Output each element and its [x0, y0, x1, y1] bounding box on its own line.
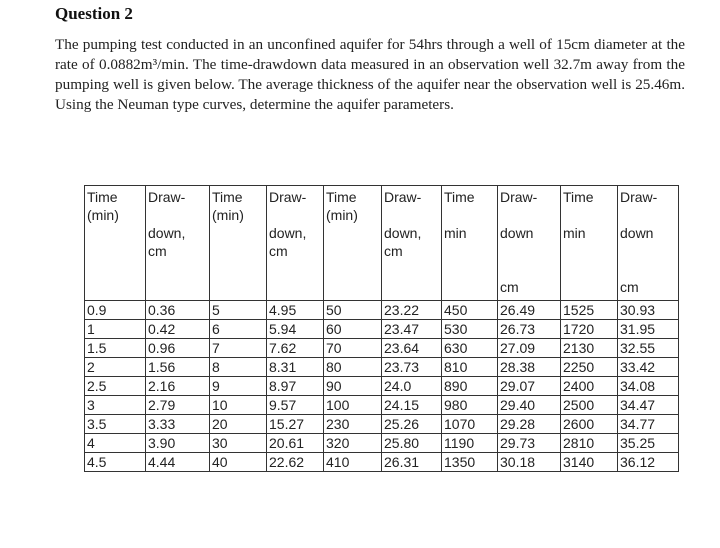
- drawdown-cell: 29.73: [498, 434, 561, 453]
- drawdown-cell: 22.62: [267, 453, 324, 472]
- drawdown-cell: 31.95: [618, 320, 679, 339]
- time-cell: 4: [85, 434, 146, 453]
- time-cell: 90: [324, 377, 382, 396]
- header-time-5: Time min: [561, 186, 618, 301]
- time-cell: 2400: [561, 377, 618, 396]
- table-row: [85, 396, 679, 415]
- time-cell: 5: [210, 301, 267, 320]
- drawdown-cell: 26.49: [498, 301, 561, 320]
- drawdown-cell: 23.64: [382, 339, 442, 358]
- header-drawdown-5: Draw- down cm: [618, 186, 679, 301]
- header-drawdown-1: Draw- down, cm: [146, 186, 210, 301]
- time-cell: 9: [210, 377, 267, 396]
- drawdown-cell: 23.73: [382, 358, 442, 377]
- drawdown-cell: 28.38: [498, 358, 561, 377]
- drawdown-cell: 0.96: [146, 339, 210, 358]
- time-cell: 6: [210, 320, 267, 339]
- time-cell: 2130: [561, 339, 618, 358]
- drawdown-cell: 2.79: [146, 396, 210, 415]
- drawdown-cell: 26.73: [498, 320, 561, 339]
- drawdown-cell: 24.15: [382, 396, 442, 415]
- drawdown-cell: 1.56: [146, 358, 210, 377]
- drawdown-cell: 3.33: [146, 415, 210, 434]
- time-cell: 410: [324, 453, 382, 472]
- header-time-1: Time (min): [85, 186, 146, 301]
- time-cell: 2810: [561, 434, 618, 453]
- drawdown-cell: 24.0: [382, 377, 442, 396]
- drawdown-cell: 8.31: [267, 358, 324, 377]
- table-row: [85, 415, 679, 434]
- drawdown-cell: 30.18: [498, 453, 561, 472]
- time-cell: 2250: [561, 358, 618, 377]
- time-cell: 60: [324, 320, 382, 339]
- table-row: [85, 434, 679, 453]
- drawdown-cell: 33.42: [618, 358, 679, 377]
- time-cell: 80: [324, 358, 382, 377]
- time-cell: 320: [324, 434, 382, 453]
- drawdown-cell: 15.27: [267, 415, 324, 434]
- table-row: [85, 339, 679, 358]
- drawdown-cell: 32.55: [618, 339, 679, 358]
- time-cell: 3: [85, 396, 146, 415]
- drawdown-cell: 29.40: [498, 396, 561, 415]
- drawdown-cell: 34.77: [618, 415, 679, 434]
- time-cell: 980: [442, 396, 498, 415]
- drawdown-cell: 26.31: [382, 453, 442, 472]
- time-cell: 1525: [561, 301, 618, 320]
- header-drawdown-3: Draw- down, cm: [382, 186, 442, 301]
- time-cell: 2.5: [85, 377, 146, 396]
- time-cell: 3.5: [85, 415, 146, 434]
- header-time-2: Time (min): [210, 186, 267, 301]
- drawdown-cell: 8.97: [267, 377, 324, 396]
- time-cell: 230: [324, 415, 382, 434]
- table-row: [85, 358, 679, 377]
- time-cell: 2: [85, 358, 146, 377]
- header-time-4: Time min: [442, 186, 498, 301]
- time-drawdown-table: [84, 185, 679, 472]
- time-cell: 1190: [442, 434, 498, 453]
- drawdown-cell: 23.47: [382, 320, 442, 339]
- drawdown-cell: 4.95: [267, 301, 324, 320]
- time-cell: 4.5: [85, 453, 146, 472]
- table-header-row: [85, 186, 679, 301]
- time-cell: 0.9: [85, 301, 146, 320]
- drawdown-cell: 29.28: [498, 415, 561, 434]
- time-cell: 1350: [442, 453, 498, 472]
- header-drawdown-4: Draw- down cm: [498, 186, 561, 301]
- time-cell: 40: [210, 453, 267, 472]
- time-cell: 1720: [561, 320, 618, 339]
- drawdown-cell: 23.22: [382, 301, 442, 320]
- time-cell: 30: [210, 434, 267, 453]
- question-heading: Question 2: [55, 4, 133, 23]
- drawdown-cell: 34.47: [618, 396, 679, 415]
- time-cell: 630: [442, 339, 498, 358]
- time-cell: 50: [324, 301, 382, 320]
- drawdown-cell: 27.09: [498, 339, 561, 358]
- table-row: [85, 453, 679, 472]
- time-cell: 100: [324, 396, 382, 415]
- drawdown-cell: 0.42: [146, 320, 210, 339]
- drawdown-cell: 25.80: [382, 434, 442, 453]
- drawdown-cell: 25.26: [382, 415, 442, 434]
- table-row: [85, 320, 679, 339]
- drawdown-cell: 35.25: [618, 434, 679, 453]
- table-body: [85, 301, 679, 472]
- header-drawdown-2: Draw- down, cm: [267, 186, 324, 301]
- question-text: The pumping test conducted in an unconfined aquifer for 54hrs through a well of 15cm diameter at the rate of 0.0882m³/min. The time-drawdown data measured in an observation well 32.7m away from the pumping well is given below. The average thickness of the aquifer near the observation well is 25.46m. Using the Neuman type curves, determine the aquifer parameters.: [55, 36, 685, 113]
- time-cell: 450: [442, 301, 498, 320]
- time-cell: 7: [210, 339, 267, 358]
- drawdown-cell: 0.36: [146, 301, 210, 320]
- drawdown-cell: 36.12: [618, 453, 679, 472]
- drawdown-cell: 29.07: [498, 377, 561, 396]
- drawdown-cell: 9.57: [267, 396, 324, 415]
- header-time-3: Time (min): [324, 186, 382, 301]
- time-cell: 2500: [561, 396, 618, 415]
- drawdown-cell: 30.93: [618, 301, 679, 320]
- drawdown-cell: 34.08: [618, 377, 679, 396]
- time-cell: 810: [442, 358, 498, 377]
- drawdown-cell: 5.94: [267, 320, 324, 339]
- drawdown-cell: 7.62: [267, 339, 324, 358]
- table-row: [85, 301, 679, 320]
- time-cell: 1.5: [85, 339, 146, 358]
- table-row: [85, 377, 679, 396]
- time-cell: 1: [85, 320, 146, 339]
- time-cell: 1070: [442, 415, 498, 434]
- time-cell: 70: [324, 339, 382, 358]
- time-cell: 8: [210, 358, 267, 377]
- drawdown-cell: 2.16: [146, 377, 210, 396]
- time-cell: 20: [210, 415, 267, 434]
- time-cell: 10: [210, 396, 267, 415]
- drawdown-cell: 20.61: [267, 434, 324, 453]
- time-cell: 890: [442, 377, 498, 396]
- drawdown-cell: 3.90: [146, 434, 210, 453]
- drawdown-cell: 4.44: [146, 453, 210, 472]
- time-cell: 530: [442, 320, 498, 339]
- time-cell: 3140: [561, 453, 618, 472]
- time-cell: 2600: [561, 415, 618, 434]
